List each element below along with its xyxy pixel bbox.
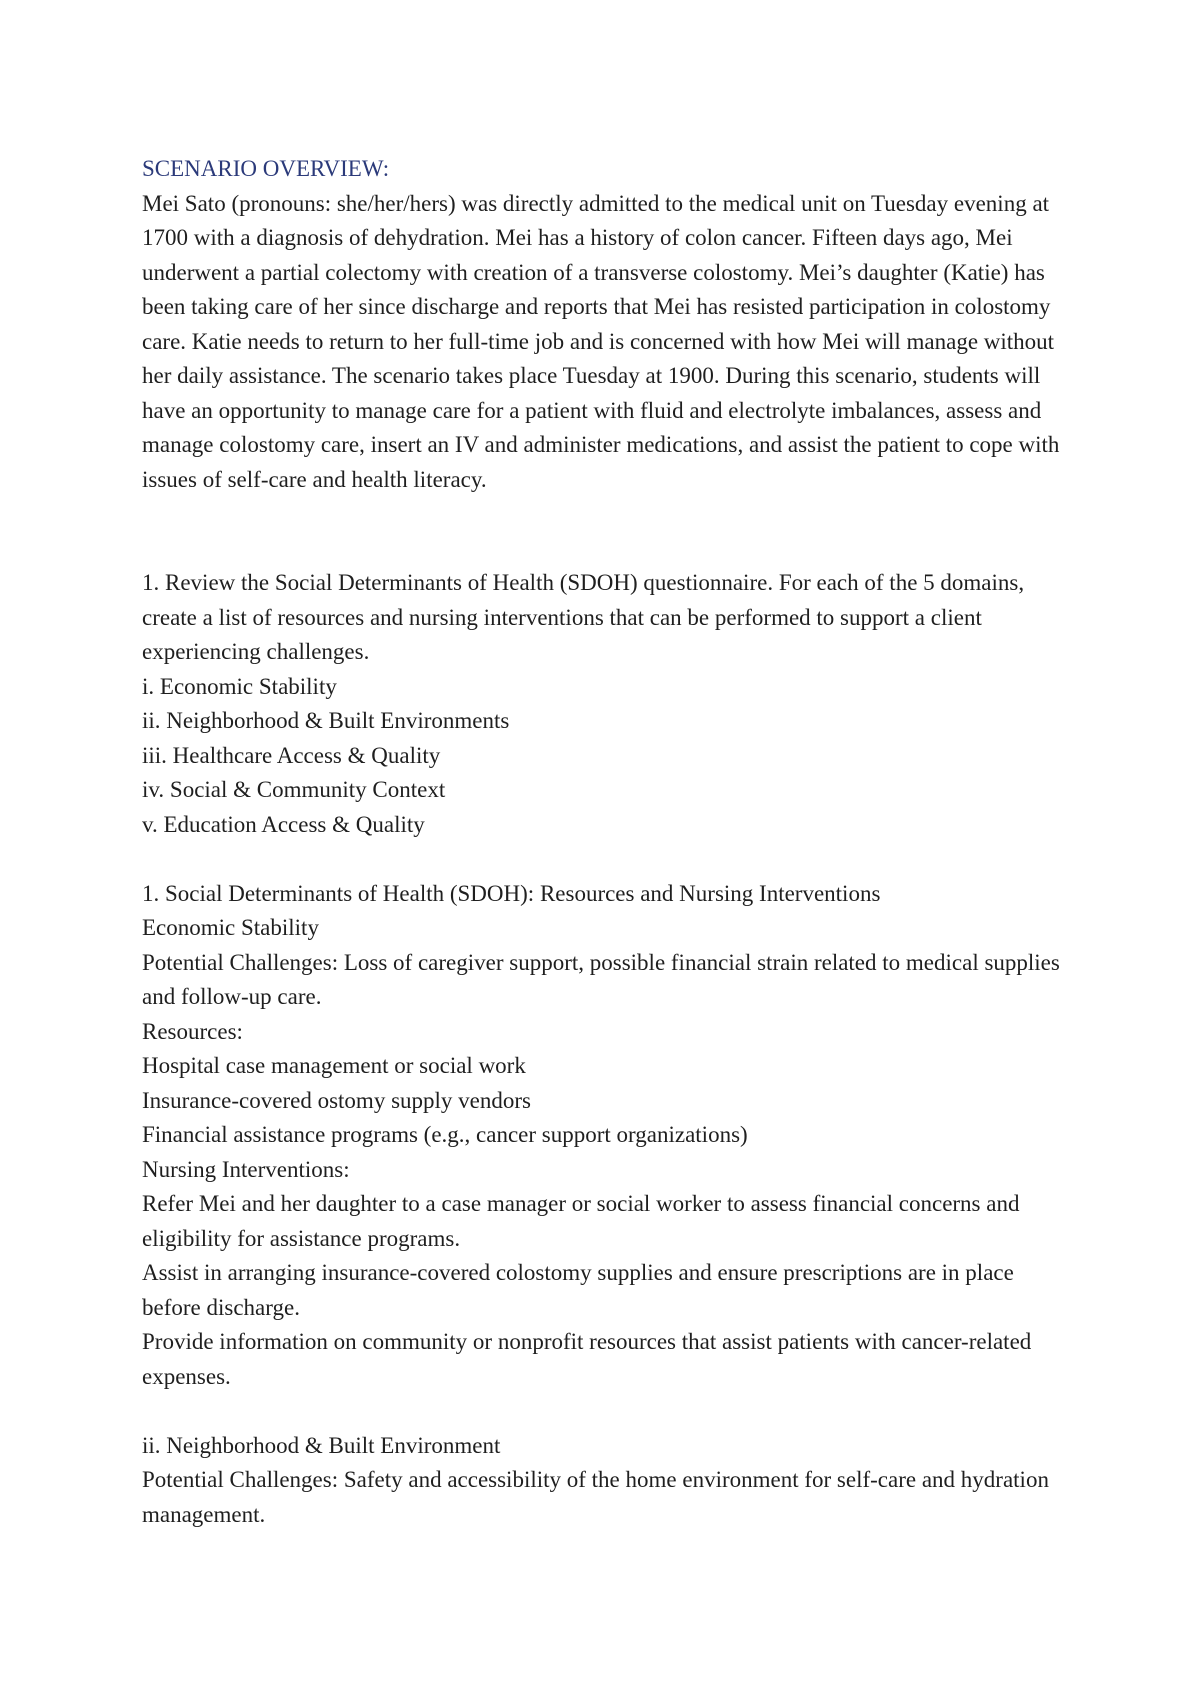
spacer (142, 842, 1072, 877)
neighborhood-challenges: Potential Challenges: Safety and accessibility of the home environment for self-care and hydration management. (142, 1467, 1049, 1527)
intervention-item: Assist in arranging insurance-covered colostomy supplies and ensure prescriptions are in place before discharge. (142, 1260, 1014, 1320)
resource-item: Insurance-covered ostomy supply vendors (142, 1087, 531, 1113)
document-page (142, 152, 1072, 1532)
intervention-item: Provide information on community or nonprofit resources that assist patients with cancer-related expenses. (142, 1329, 1032, 1389)
domain-item: iii. Healthcare Access & Quality (142, 742, 441, 768)
resource-item: Financial assistance programs (e.g., cancer support organizations) (142, 1122, 748, 1147)
spacer (142, 1394, 1072, 1429)
domain-item: i. Economic Stability (142, 673, 337, 699)
spacer (142, 497, 1072, 566)
question-prompt: 1. Review the Social Determinants of Health (SDOH) questionnaire. For each of the 5 domains, create a list of resources and nursing interventions that can be performed to support a client experiencing challenges. (142, 570, 1025, 664)
economic-stability-heading: Economic Stability (142, 915, 319, 940)
intervention-item: Refer Mei and her daughter to a case manager or social worker to assess financial concerns and eligibility for assistance programs. (142, 1191, 1020, 1251)
answer-title: 1. Social Determinants of Health (SDOH): Resources and Nursing Interventions (142, 880, 881, 906)
scenario-overview-body: Mei Sato (pronouns: she/her/hers) was directly admitted to the medical unit on Tuesday evening at 1700 with a diagnosis of dehydration. Mei has a history of colon cancer. Fifteen days ago, Mei underwent a partial colectomy with creation of a transverse colostomy. Mei’s daughter (Katie) has been taking care of her since discharge and reports that Mei has resisted participation in colostomy care. Katie needs to return to her full-time job and is concerned with how Mei will manage without her daily assistance. The scenario takes place Tuesday at 1900. During this scenario, students will have an opportunity to manage care for a patient with fluid and electrolyte imbalances, assess and manage colostomy care, insert an IV and administer medications, and assist the patient to cope with issues of self-care and health literacy. (142, 190, 1060, 492)
interventions-heading: Nursing Interventions: (142, 1156, 350, 1182)
scenario-overview-heading: SCENARIO OVERVIEW: (142, 156, 390, 181)
neighborhood-heading: ii. Neighborhood & Built Environment (142, 1432, 501, 1458)
economic-challenges: Potential Challenges: Loss of caregiver support, possible financial strain related to medical supplies and follow-up care. (142, 949, 1060, 1009)
domain-item: ii. Neighborhood & Built Environments (142, 708, 510, 733)
domain-item: iv. Social & Community Context (142, 777, 446, 802)
domain-item: v. Education Access & Quality (142, 811, 425, 837)
resource-item: Hospital case management or social work (142, 1053, 526, 1078)
resources-heading: Resources: (142, 1018, 243, 1044)
